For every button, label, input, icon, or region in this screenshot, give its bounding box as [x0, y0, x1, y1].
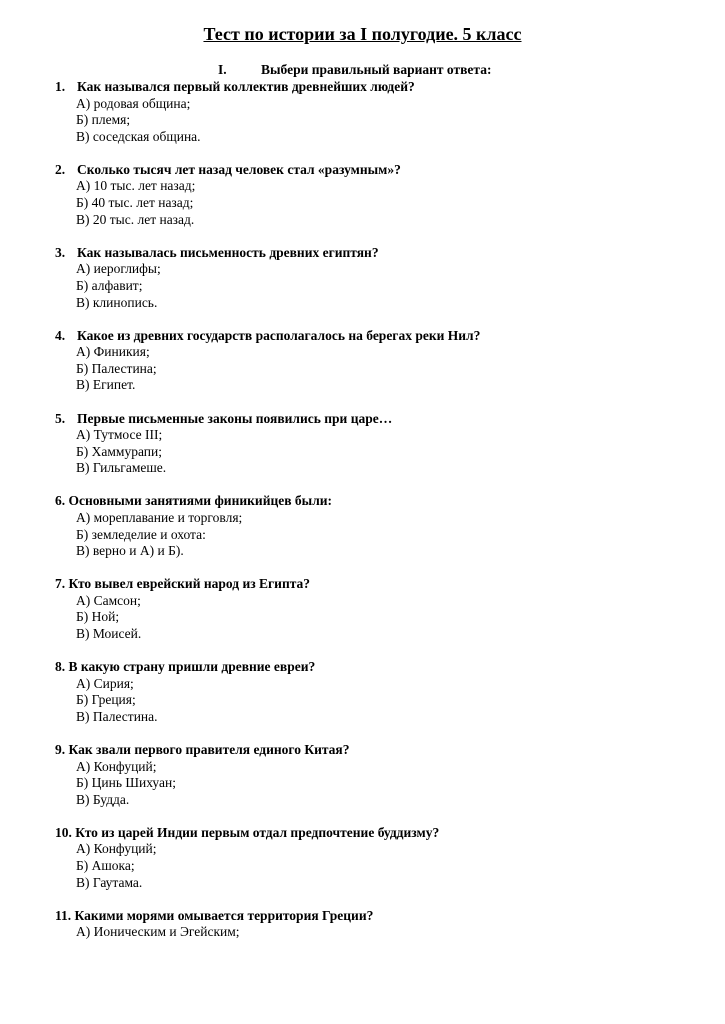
- answer-option: А) Ионическим и Эгейским;: [76, 924, 240, 940]
- answer-option: В) Моисей.: [76, 626, 142, 642]
- question-label: Основными занятиями финикийцев были:: [68, 493, 333, 509]
- question-item: [55, 493, 705, 559]
- answer-option: Б) Хаммурапи;: [76, 443, 162, 459]
- answer-option: Б) Цинь Шихуан;: [76, 775, 176, 791]
- answer-option: Б) Ной;: [76, 609, 120, 625]
- answer-option: Б) Ашока;: [76, 858, 135, 874]
- question-text: [55, 742, 705, 759]
- question-number: 8.: [55, 659, 66, 675]
- answer-option: Б) алфавит;: [76, 277, 143, 293]
- question-text: [55, 79, 705, 96]
- answer-option: А) Сирия;: [76, 675, 134, 691]
- question-label: Как звали первого правителя единого Китая?: [68, 742, 350, 757]
- question-number: 2.: [55, 161, 66, 177]
- question-list: [55, 79, 705, 957]
- answer-option: Б) Палестина;: [76, 360, 157, 376]
- question-item: [55, 742, 705, 808]
- answer-option: В) верно и А) и Б).: [76, 543, 184, 559]
- answer-option: А) родовая община;: [76, 95, 191, 111]
- question-item: [55, 908, 705, 941]
- answer-option: В) Египет.: [76, 377, 136, 393]
- answer-option: А) Тутмосе III;: [76, 427, 163, 443]
- answer-option: Б) племя;: [76, 112, 131, 128]
- answer-option: Б) Греция;: [76, 692, 136, 708]
- question-label: В какую страну пришли древние евреи?: [68, 659, 316, 675]
- question-item: [55, 411, 705, 477]
- question-label: Сколько тысяч лет назад человек стал «разумным»?: [77, 161, 401, 177]
- question-number: 5.: [55, 410, 66, 426]
- answer-option: В) 20 тыс. лет назад.: [76, 211, 195, 227]
- answer-option: А) 10 тыс. лет назад;: [76, 178, 196, 194]
- answer-option: В) Палестина.: [76, 708, 158, 724]
- question-item: [55, 245, 705, 311]
- question-item: [55, 576, 705, 642]
- question-number: 9.: [55, 742, 66, 757]
- section-number: I.: [218, 62, 227, 77]
- question-item: [55, 825, 705, 891]
- question-label: Как назывался первый коллектив древнейших людей?: [77, 79, 415, 94]
- question-text: [55, 245, 705, 262]
- answer-option: А) Конфуций;: [76, 841, 157, 857]
- question-label: Какое из древних государств располагалось на берегах реки Нил?: [77, 327, 481, 343]
- page-title: Тест по истории за I полугодие. 5 класс: [203, 24, 522, 44]
- answer-option: В) соседская община.: [76, 128, 201, 144]
- question-number: 7.: [55, 576, 66, 592]
- answer-option: Б) 40 тыс. лет назад;: [76, 195, 194, 211]
- question-text: [55, 411, 705, 428]
- question-number: 3.: [55, 244, 66, 260]
- question-number: 10.: [55, 824, 72, 840]
- section-label: Выбери правильный вариант ответа:: [261, 62, 492, 77]
- question-label: Кто вывел еврейский народ из Египта?: [68, 576, 311, 592]
- question-label: Первые письменные законы появились при царе…: [77, 410, 393, 426]
- question-item: [55, 79, 705, 145]
- question-label: Кто из царей Индии первым отдал предпочтение буддизму?: [75, 824, 440, 840]
- answer-option: Б) земледелие и охота:: [76, 526, 206, 542]
- section-heading: [218, 62, 491, 78]
- answer-option: А) Самсон;: [76, 592, 141, 608]
- question-text: [55, 659, 705, 676]
- question-label: Какими морями омывается территория Греции?: [74, 907, 374, 923]
- question-text: [55, 162, 705, 179]
- question-item: [55, 162, 705, 228]
- question-label: Как называлась письменность древних египтян?: [77, 244, 379, 260]
- question-number: 6.: [55, 493, 66, 509]
- question-text: [55, 328, 705, 345]
- question-item: [55, 328, 705, 394]
- answer-option: А) мореплавание и торговля;: [76, 509, 243, 525]
- answer-option: А) Финикия;: [76, 344, 150, 360]
- question-number: 11.: [55, 907, 72, 923]
- question-text: [55, 908, 705, 925]
- answer-option: В) клинопись.: [76, 294, 158, 310]
- question-item: [55, 659, 705, 725]
- question-text: [55, 576, 705, 593]
- answer-option: В) Гаутама.: [76, 874, 143, 890]
- question-number: 1.: [55, 79, 66, 94]
- question-number: 4.: [55, 327, 66, 343]
- answer-option: В) Будда.: [76, 791, 130, 807]
- question-text: [55, 825, 705, 842]
- answer-option: А) иероглифы;: [76, 261, 161, 277]
- answer-option: В) Гильгамеше.: [76, 460, 167, 476]
- answer-option: А) Конфуций;: [76, 758, 157, 774]
- question-text: [55, 493, 705, 510]
